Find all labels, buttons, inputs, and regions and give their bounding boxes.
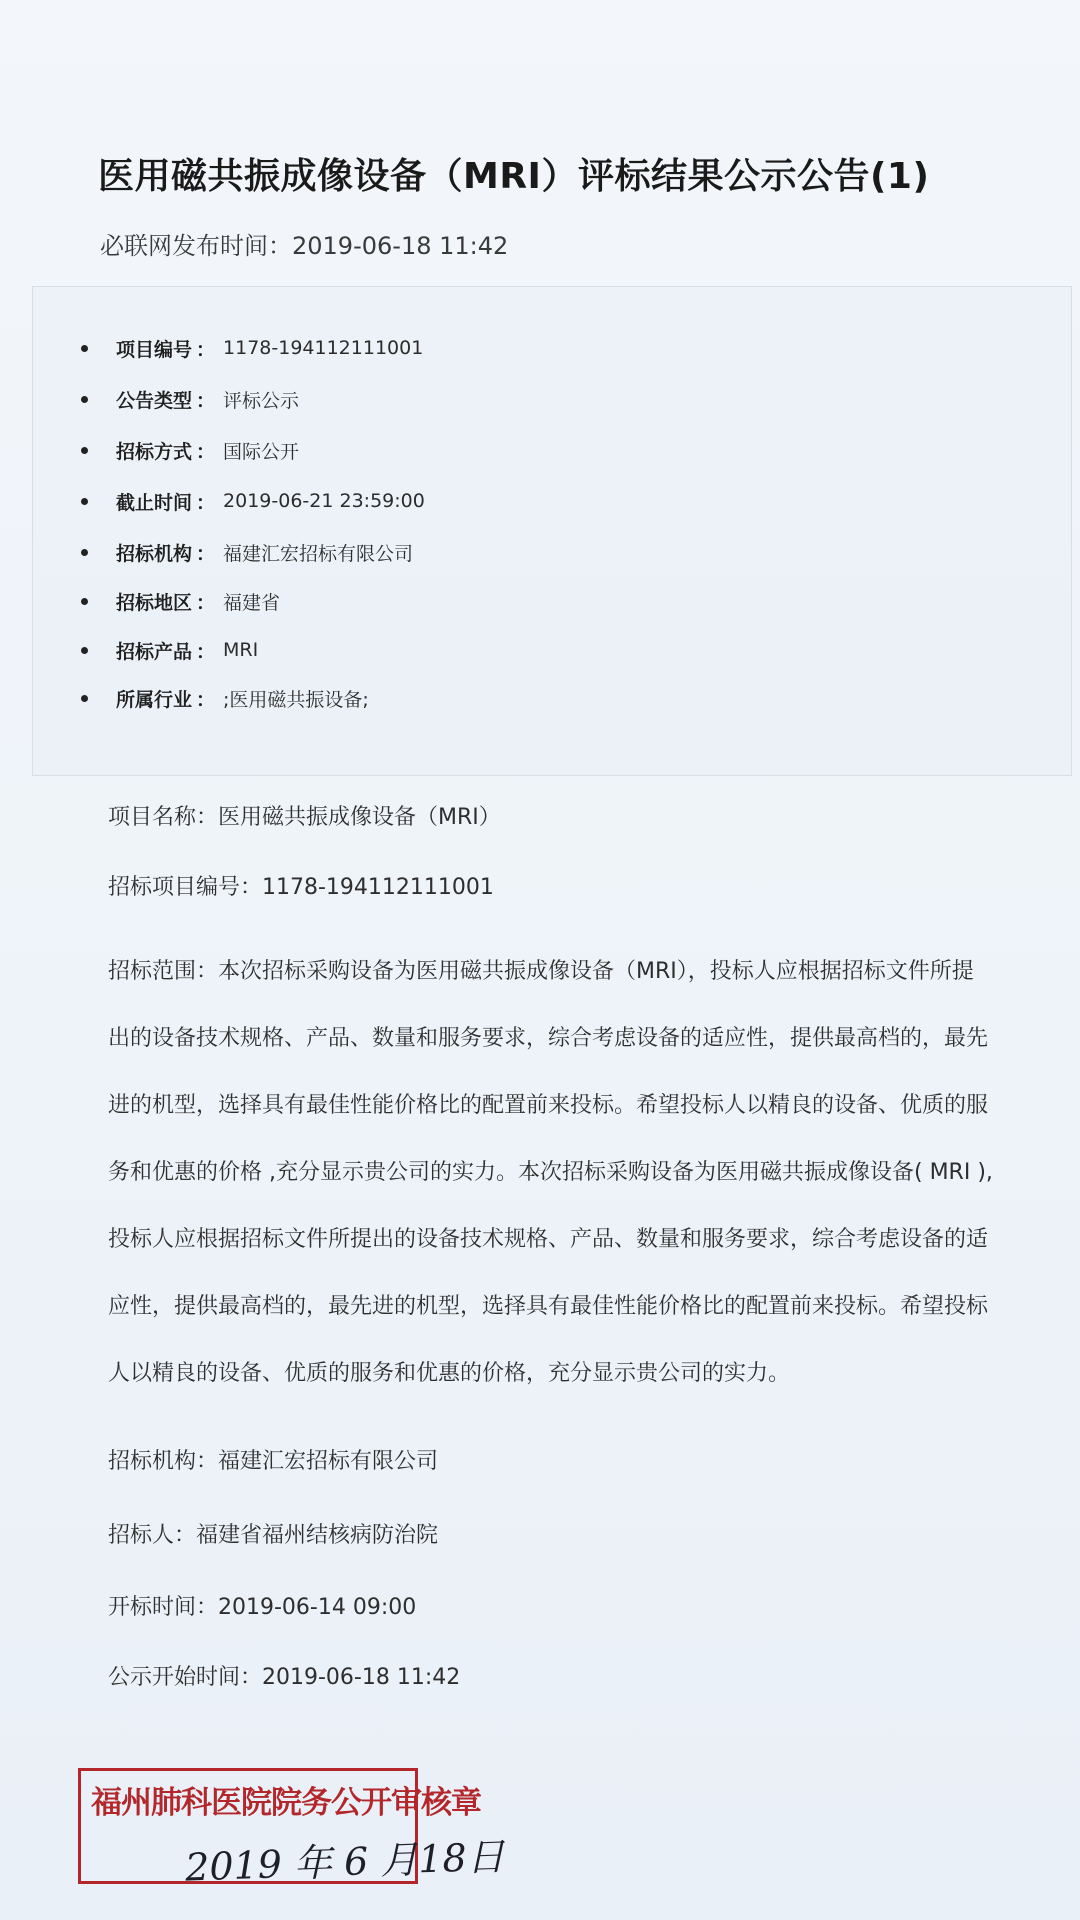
published-value: 2019-06-18 11:42 [292,232,509,260]
bullet-icon [81,396,88,403]
project-number: 招标项目编号：1178-194112111001 [108,875,494,900]
published-time [100,226,508,261]
info-panel [32,286,1072,776]
page-title: 医用磁共振成像设备（MRI）评标结果公示公告(1) [98,156,930,197]
publicity-start-time: 公示开始时间：2019-06-18 11:42 [108,1665,461,1690]
scope-line: 招标范围：本次招标采购设备为医用磁共振成像设备（MRI），投标人应根据招标文件所提 [108,959,974,984]
info-value: 1178-194112111001 [223,337,424,359]
bullet-icon [81,695,88,702]
bullet-icon [81,498,88,505]
tenderer: 招标人：福建省福州结核病防治院 [108,1523,439,1548]
scope-line: 投标人应根据招标文件所提出的设备技术规格、产品、数量和服务要求，综合考虑设备的适 [108,1227,989,1252]
bullet-icon [81,447,88,454]
info-item-tender-method: 招标方式 ： 国际公开 [81,435,299,465]
info-item-agency: 招标机构 ： 福建汇宏招标有限公司 [81,537,413,567]
info-item-project-number: 项目编号 ： 1178-194112111001 [81,333,423,363]
info-value: 福建省 [223,591,281,614]
scope-line: 务和优惠的价格 ,充分显示贵公司的实力。本次招标采购设备为医用磁共振成像设备( MRI ), [108,1160,993,1185]
bullet-icon [81,647,88,654]
info-item-product: 招标产品 ： MRI [81,635,258,665]
stamp-date-handwritten: 2019 年 6 月18日 [184,1834,506,1890]
info-value: 2019-06-21 23:59:00 [223,490,425,512]
info-item-industry: 所属行业 ： ;医用磁共振设备; [81,683,369,713]
info-key: 所属行业 [116,688,193,711]
scope-line: 进的机型，选择具有最佳性能价格比的配置前来投标。希望投标人以精良的设备、优质的服 [108,1093,989,1118]
info-key: 招标方式 [116,440,193,463]
info-value: 福建汇宏招标有限公司 [223,542,414,565]
tender-scope [108,938,1068,1407]
info-key: 项目编号 [116,338,193,361]
info-key: 招标地区 [116,591,193,614]
review-stamp [78,1768,506,1890]
scope-line: 应性，提供最高档的，最先进的机型，选择具有最佳性能价格比的配置前来投标。希望投标 [108,1294,989,1319]
info-value: 评标公示 [223,389,300,412]
info-item-notice-type: 公告类型 ： 评标公示 [81,384,299,414]
info-key: 公告类型 [116,389,193,412]
project-name: 项目名称：医用磁共振成像设备（MRI） [108,805,501,830]
bullet-icon [81,549,88,556]
info-value: ;医用磁共振设备; [223,688,369,711]
info-item-region: 招标地区 ： 福建省 [81,586,280,616]
info-value: MRI [223,639,259,661]
scope-line: 人以精良的设备、优质的服务和优惠的价格，充分显示贵公司的实力。 [108,1361,791,1386]
opening-time: 开标时间：2019-06-14 09:00 [108,1595,417,1620]
bullet-icon [81,345,88,352]
stamp-text: 福州肺科医院院务公开审核章 [91,1785,481,1821]
published-label: 必联网发布时间： [100,232,292,260]
info-key: 招标机构 [116,542,193,565]
info-key: 招标产品 [116,640,193,663]
bullet-icon [81,598,88,605]
info-item-deadline: 截止时间 ： 2019-06-21 23:59:00 [81,486,425,516]
scope-line: 出的设备技术规格、产品、数量和服务要求，综合考虑设备的适应性，提供最高档的，最先 [108,1026,989,1051]
info-value: 国际公开 [223,440,300,463]
info-key: 截止时间 [116,491,193,514]
tender-agency: 招标机构：福建汇宏招标有限公司 [108,1449,439,1474]
